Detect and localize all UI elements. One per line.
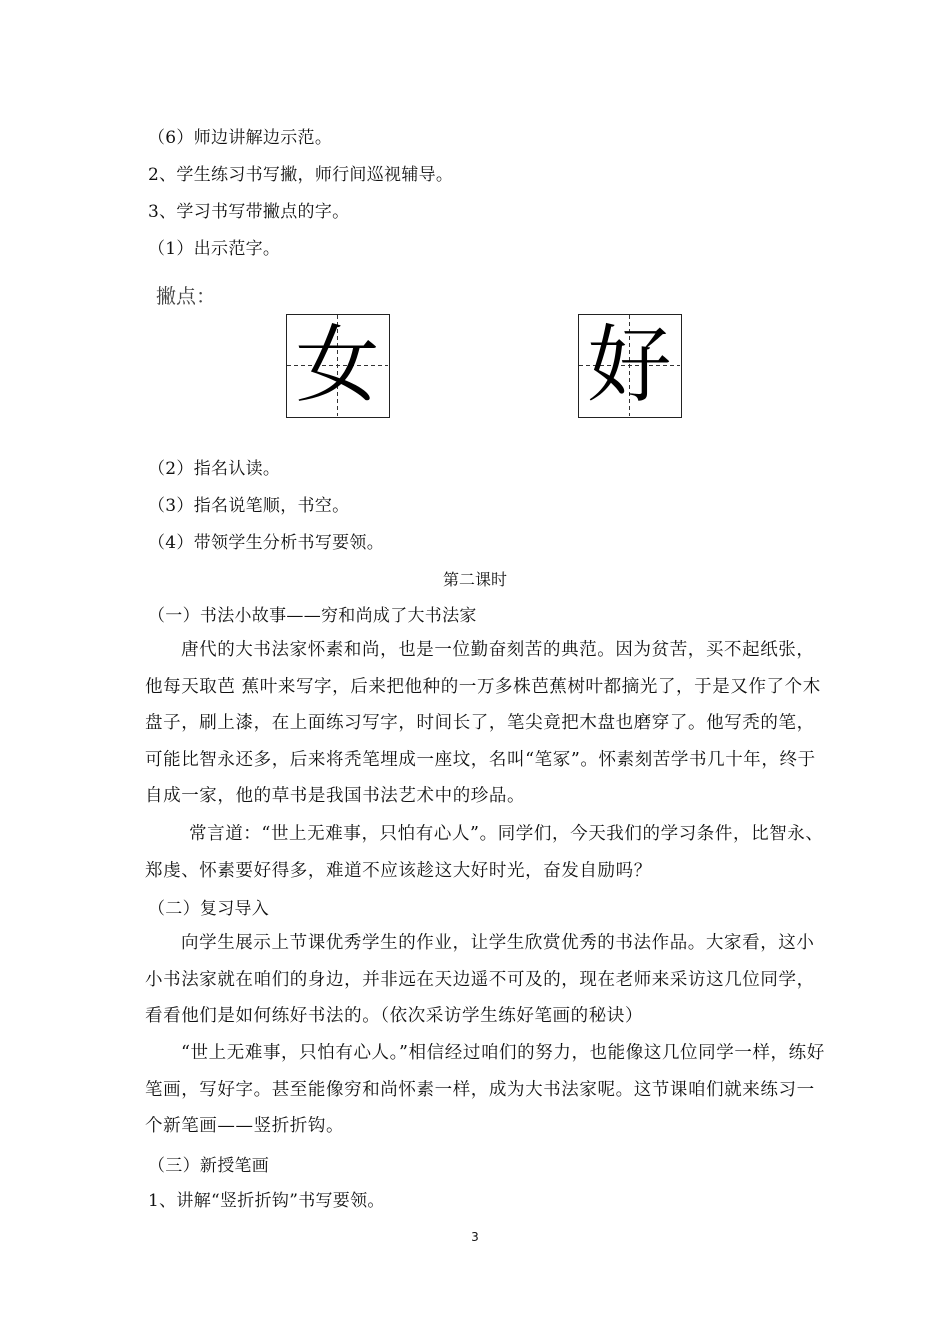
char-grid-1 (286, 314, 390, 418)
line-student-practice: 2、学生练习书写撇，师行间巡视辅导。 (148, 165, 454, 185)
lesson-title: 第二课时 (442, 570, 507, 589)
section-heading-new-stroke: （三）新授笔画 (148, 1156, 270, 1176)
char-grid-2 (578, 314, 682, 418)
item-explain-stroke: 1、讲解“竖折折钩”书写要领。 (148, 1191, 385, 1211)
review-paragraph: 向学生展示上节课优秀学生的作业，让学生欣赏优秀的书法作品。大家看，这小小书法家就在咱们的身边，并非远在天边遥不可及的，现在老师来采访这几位同学，看看他们是如何练好书法的。（依次采访学生练好笔画的秘诀） (145, 933, 815, 1026)
step-stroke-order: （3）指名说笔顺，书空。 (148, 496, 350, 516)
review-paragraph: “世上无难事，只怕有心人。”相信经过咱们的努力，也能像这几位同学一样，练好笔画，写好字。甚至能像穷和尚怀素一样，成为大书法家呢。这节课咱们就来练习一个新笔画——竖折折钩。 (145, 1043, 825, 1136)
line-learn-characters: 3、学习书写带撇点的字。 (148, 202, 350, 222)
line-teacher-demo: （6）师边讲解边示范。 (148, 128, 333, 148)
section-heading-review: （二）复习导入 (148, 899, 270, 919)
step-analyze: （4）带领学生分析书写要领。 (148, 533, 385, 553)
sample-character: 女 (295, 316, 380, 414)
page-number: 3 (471, 1230, 479, 1244)
story-paragraph: 常言道：“世上无难事，只怕有心人”。同学们，今天我们的学习条件，比智永、郑虔、怀素要好得多，难道不应该趁这大好时光，奋发自励吗？ (145, 824, 824, 881)
story-paragraph: 唐代的大书法家怀素和尚，也是一位勤奋刻苦的典范。因为贫苦，买不起纸张，他每天取芭 蕉叶来写字，后来把他种的一万多株芭蕉树叶都摘光了，于是又作了个木盘子，刷上漆，在上面练习写字，时间长了，笔尖竟把木盘也磨穿了。他写秃的笔，可能比智永还多，后来将秃笔埋成一座坟，名叫“笔冢”。怀素刻苦学书几十年，终于自成一家，他的草书是我国书法艺术中的珍品。 (145, 640, 821, 806)
step-read: （2）指名认读。 (148, 459, 281, 479)
section-heading-story: （一）书法小故事——穷和尚成了大书法家 (148, 606, 477, 626)
line-show-sample: （1）出示范字。 (148, 239, 281, 259)
sample-character: 好 (587, 316, 672, 414)
figure-label: 撇点： (156, 284, 216, 308)
